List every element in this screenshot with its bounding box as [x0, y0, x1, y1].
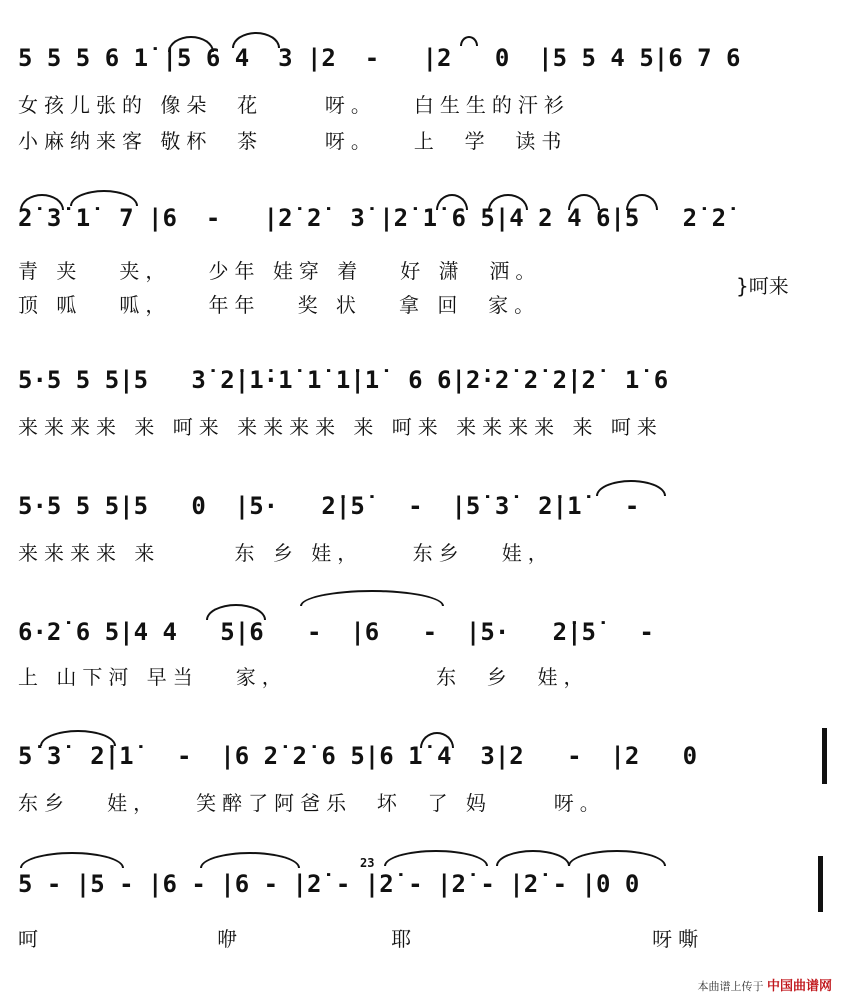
notation-line: 5·5 5 5|5 3̇ 2̇|1̇·1̇ 1̇ 1̇|1̇ 6 6|2̇·2̇ 2̇ 2̇|2̇ 1̇ 6 — [18, 366, 669, 394]
notation-line: 5·5 5 5|5 0 |5· 2̇|5̇ - |5̇ 3̇ 2̇|1̇ - — [18, 492, 640, 520]
score-row-4 — [0, 478, 848, 534]
notation-line: 5 5 5 6 1̇ |5 6 4 3 |2 - |2 0 |5 5 4 5|6 7 6 — [18, 44, 741, 72]
upload-text: 本曲谱上传于 — [697, 980, 764, 993]
notation-line: 6·2̇ 6 5|4 4 5|6 - |6 - |5· 2̇|5̇ - — [18, 618, 654, 646]
score-row-2 — [0, 190, 848, 246]
lyric-line: 小麻纳来客 敬杯 茶 呀。 上 学 读书 — [18, 129, 568, 153]
refrain-aside — [736, 270, 789, 299]
score-row-7 — [0, 856, 848, 912]
lyric-line: 青 夹 夹， 少年 娃穿 着 好 潇 洒。 — [18, 259, 542, 283]
lyric-line: 来来来来 来 呵来 来来来来 来 呵来 来来来来 来 呵来 — [18, 415, 663, 439]
lyric-line: 呵 咿 耶 呀嘶 — [18, 927, 705, 951]
brace-icon: } — [736, 274, 749, 298]
site-logo: 中国曲谱网 — [766, 979, 832, 994]
tie — [496, 850, 570, 866]
score-row-5 — [0, 604, 848, 660]
notation-line: 2̇ 3̇ 1̇ 7 |6 - |2̇ 2̇ 3̇ |2̇ 1̇ 6 5|4 2 4 6|5 2̇ 2̇ — [18, 204, 727, 232]
score-row-6 — [0, 728, 848, 784]
lyric-line: 女孩儿张的 像朵 花 呀。 白生生的汗衫 — [18, 93, 570, 117]
lyric-line: 顶 呱 呱， 年年 奖 状 拿 回 家。 — [18, 293, 541, 317]
lyric-line: 来来来来 来 东 乡 娃， 东乡 娃， — [18, 541, 554, 565]
notation-line: 5̇ 3̇ 2̇|1̇ - |6 2̇ 2̇ 6 5|6 1̇ 4 3|2 - |2 0 — [18, 742, 698, 770]
tie — [384, 850, 488, 866]
upload-watermark — [697, 975, 832, 994]
grace-notes: 23 — [360, 856, 375, 870]
tie — [300, 590, 444, 606]
tie — [200, 852, 300, 868]
notation-line: 5 - |5 - |6 - |6 - |2̇ - |2̇ - |2̇ - |2̇ - |0 0 — [18, 870, 640, 898]
tie — [568, 850, 666, 866]
repeat-end-bar — [822, 728, 827, 784]
lyric-line: 东乡 娃， 笑醉了阿爸乐 坏 了 妈 呀。 — [18, 791, 606, 815]
lyric-line: 上 山下河 早当 家， 东 乡 娃， — [18, 665, 590, 689]
final-bar — [818, 856, 823, 912]
aside-text: 呵来 — [748, 274, 789, 298]
tie — [20, 852, 124, 868]
score-row-1 — [0, 30, 848, 86]
score-row-3 — [0, 352, 848, 408]
